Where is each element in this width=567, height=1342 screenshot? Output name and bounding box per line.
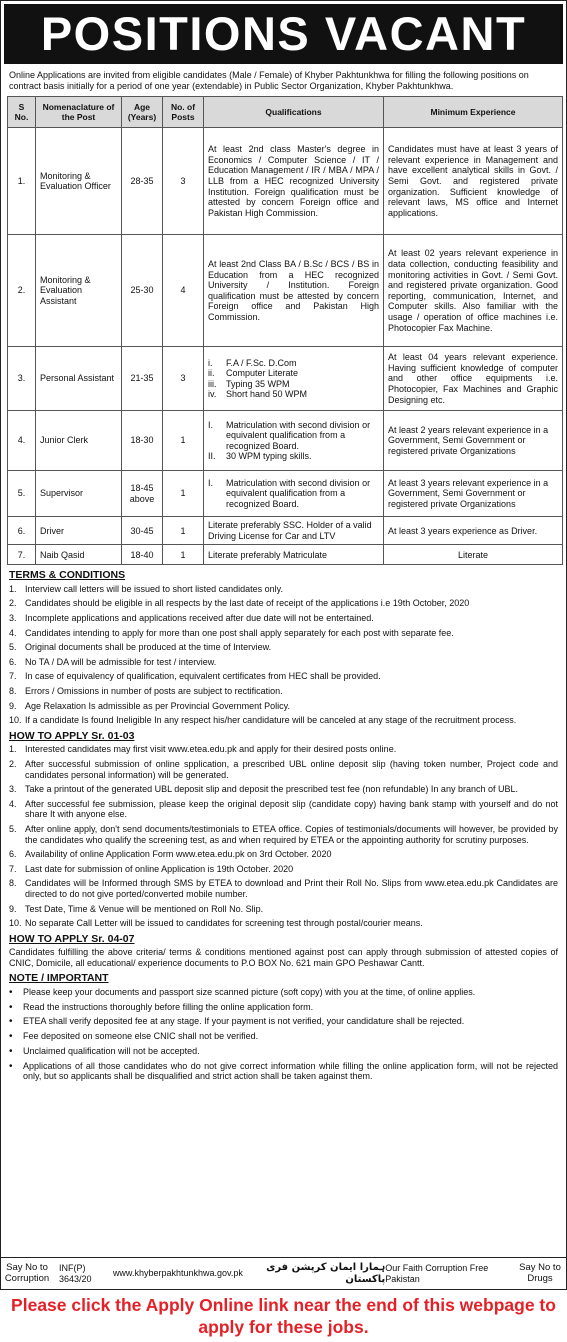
footer-inf-code: INF(P) 3643/20 <box>59 1262 92 1284</box>
cell-qualification: At least 2nd Class BA / B.Sc / BCS / BS in Education from a HEC recognized University / Institution. Foreign qualification must be attested by concern Foreign office and Pakistan High Commission. <box>204 235 384 347</box>
list-text: Read the instructions thoroughly before filling the online application form. <box>23 1001 314 1012</box>
list-text: Candidates will be Informed through SMS by ETEA to download and Print their Roll No. Slips from www.etea.edu.pk Candidates are directed to do not give ported/converted mobile number. <box>25 878 558 899</box>
list-number: 9. <box>9 700 17 711</box>
list-item <box>9 701 558 712</box>
list-number: 1. <box>9 583 17 594</box>
list-text: No TA / DA will be admissible for test / interview. <box>25 656 217 667</box>
list-item <box>9 759 558 780</box>
apply-list-1 <box>9 744 558 929</box>
list-item <box>9 1031 558 1043</box>
cell-experience: At least 3 years experience as Driver. <box>384 517 563 545</box>
cell-experience: At least 3 years relevant experience in a Government, Semi Government or registered private Organizations <box>384 471 563 517</box>
footer-urdu-slogan: ہمارا ایمان کرپشن فری پاکستان <box>266 1261 386 1285</box>
terms-section <box>9 569 558 1082</box>
terms-heading: TERMS & CONDITIONS <box>9 569 126 582</box>
list-item <box>9 613 558 624</box>
list-text: Test Date, Time & Venue will be mentioned on Roll No. Slip. <box>25 903 264 914</box>
list-item <box>9 686 558 697</box>
cell-qualification <box>204 471 384 517</box>
list-number: 8. <box>9 686 17 697</box>
list-number: 3. <box>9 613 17 624</box>
cell-post: Driver <box>36 517 122 545</box>
table-row <box>8 235 563 347</box>
list-text: Original documents shall be produced at the time of Interview. <box>25 642 272 653</box>
table-row <box>8 347 563 411</box>
list-marker: I. <box>208 477 214 488</box>
list-text: Candidates intending to apply for more than one post shall apply separately for each post with separate fee. <box>25 627 454 638</box>
list-text: Typing 35 WPM <box>226 378 290 389</box>
table-header-row <box>8 97 563 128</box>
list-item <box>9 799 558 820</box>
bullet-icon: • <box>9 986 13 998</box>
cell-post: Personal Assistant <box>36 347 122 411</box>
footer-slogan: Our Faith Corruption Free Pakistan <box>385 1262 489 1284</box>
apply-heading-1: HOW TO APPLY Sr. 01-03 <box>9 729 135 742</box>
list-number: 4. <box>9 798 17 809</box>
cell-posts: 3 <box>163 128 204 235</box>
cell-sno: 5. <box>8 471 36 517</box>
list-number: 6. <box>9 656 17 667</box>
bullet-icon: • <box>9 1060 13 1072</box>
cell-post: Naib Qasid <box>36 545 122 565</box>
footer-say-no-drugs: Say No to Drugs <box>519 1261 561 1284</box>
list-text: Age Relaxation Is admissible as per Provincial Government Policy. <box>25 700 290 711</box>
list-text: In case of equivalency of qualification, equivalent certificates from HEC shall be provided. <box>25 671 381 682</box>
cell-posts: 1 <box>163 545 204 565</box>
list-item <box>9 598 558 609</box>
list-number: 4. <box>9 627 17 638</box>
cell-posts: 1 <box>163 517 204 545</box>
list-marker: iv. <box>208 389 217 400</box>
cell-sno: 2. <box>8 235 36 347</box>
list-item <box>9 671 558 682</box>
cell-age: 18-30 <box>122 411 163 471</box>
intro-text: Online Applications are invited from eligible candidates (Male / Female) of Khyber Pakhtunkhwa for filling the following positions on contract basis initially for a period of one year (extendable) in Public Sector Organization, Khyber Pakhtunkhwa. <box>9 70 529 91</box>
list-item <box>208 368 379 379</box>
list-number: 10. <box>9 918 22 929</box>
table-row <box>8 128 563 235</box>
list-text: Unclaimed qualification will not be accepted. <box>23 1045 200 1056</box>
list-text: F.A / F.Sc. D.Com <box>226 357 297 368</box>
list-marker: iii. <box>208 378 217 389</box>
footer-middle <box>53 1262 514 1286</box>
list-text: No separate Call Letter will be issued to candidates for screening test through postal/courier means. <box>25 918 423 929</box>
list-marker: i. <box>208 357 213 368</box>
list-item <box>9 628 558 639</box>
list-text: Last date for submission of online Application is 19th October. 2020 <box>25 863 294 874</box>
terms-list <box>9 584 558 726</box>
list-item <box>208 379 379 390</box>
cell-post: Monitoring & Evaluation Assistant <box>36 235 122 347</box>
list-number: 7. <box>9 863 17 874</box>
cell-age: 18-40 <box>122 545 163 565</box>
list-text: ETEA shall verify deposited fee at any stage. If your payment is not verified, your candidature shall be rejected. <box>23 1016 465 1027</box>
list-item <box>9 657 558 668</box>
list-item <box>9 715 558 726</box>
list-text: 30 WPM typing skills. <box>226 451 312 462</box>
list-number: 5. <box>9 823 17 834</box>
cell-sno: 4. <box>8 411 36 471</box>
page-title: POSITIONS VACANT <box>40 7 527 61</box>
list-item <box>9 904 558 915</box>
footer-website: www.khyberpakhtunkhwa.gov.pk <box>112 1268 243 1279</box>
cell-posts: 1 <box>163 411 204 471</box>
cell-age: 28-35 <box>122 128 163 235</box>
cell-sno: 6. <box>8 517 36 545</box>
cell-post: Supervisor <box>36 471 122 517</box>
list-text: Applications of all those candidates who do not give correct information while filling the online application form, will not be rejected only, but so applicants shall be disqualified and strict action shall be taken against them. <box>23 1060 558 1082</box>
cell-posts: 4 <box>163 235 204 347</box>
cell-experience: Literate <box>384 545 563 565</box>
bullet-icon: • <box>9 1045 13 1057</box>
cell-post: Monitoring & Evaluation Officer <box>36 128 122 235</box>
list-text: Matriculation with second division or equivalent qualification from a recognized Board. <box>226 419 371 451</box>
col-header-posts: No. of Posts <box>163 97 204 128</box>
list-text: Please keep your documents and passport size scanned picture (soft copy) with you at the time, of online applies. <box>23 986 476 997</box>
positions-table <box>7 96 563 565</box>
cell-age: 21-35 <box>122 347 163 411</box>
list-item <box>208 420 379 452</box>
list-number: 5. <box>9 642 17 653</box>
list-number: 6. <box>9 849 17 860</box>
list-text: Incomplete applications and applications received after due date will not be entertained. <box>25 613 374 624</box>
list-text: Availability of online Application Form www.etea.edu.pk on 3rd October. 2020 <box>25 849 332 860</box>
list-marker: I. <box>208 419 214 430</box>
list-number: 10. <box>9 715 22 726</box>
list-item <box>208 478 379 510</box>
list-text: After successful fee submission, please keep the original deposit slip (candidate copy) having bank stamp with yourself and do not share It with anyone else. <box>25 798 558 820</box>
col-header-sno: S No. <box>8 97 36 128</box>
note-list <box>9 987 558 1082</box>
apply-text-2: Candidates fulfilling the above criteria/ terms & conditions mentioned against post can apply through submission of attested copies of CNIC, Domicile, all educational/ experience documents to P.O BOX No. 621 main GPO Peshawar Cantt. <box>9 947 558 968</box>
cell-sno: 3. <box>8 347 36 411</box>
list-item <box>9 824 558 845</box>
footer-say-no-corruption: Say No to Corruption <box>4 1261 50 1284</box>
list-text: Computer Literate <box>226 368 299 379</box>
cell-age: 25-30 <box>122 235 163 347</box>
bullet-icon: • <box>9 1001 13 1013</box>
cell-experience: At least 04 years relevant experience. Having sufficient knowledge of computer and other office equipments i.e. Photocopier, Fax Machines and Graphic Designing etc. <box>384 347 563 411</box>
cell-experience: At least 02 years relevant experience in data collection, conducting feasibility and monitoring activities in Govt. / Semi Govt. and registered private organization. Good reporting, communication, Internet, and Computer skills. Also familiar with the usage / operation of office machines i.e. Photocopier Fax Machine. <box>384 235 563 347</box>
list-number: 1. <box>9 744 17 755</box>
col-header-post: Nomenaclature of the Post <box>36 97 122 128</box>
list-item <box>9 987 558 999</box>
list-item <box>208 389 379 400</box>
cell-age: 18-45 above <box>122 471 163 517</box>
bullet-icon: • <box>9 1031 13 1043</box>
table-row <box>8 545 563 565</box>
cell-sno: 7. <box>8 545 36 565</box>
list-item <box>9 849 558 860</box>
list-marker: ii. <box>208 368 215 379</box>
cell-qualification <box>204 411 384 471</box>
ad-footer <box>1 1257 566 1289</box>
cell-qualification <box>204 347 384 411</box>
list-text: If a candidate Is found Ineligible In any respect his/her candidature will be canceled at any stage of the recruitment process. <box>25 715 517 726</box>
table-row <box>8 471 563 517</box>
title-banner <box>4 4 563 64</box>
list-text: Candidates should be eligible in all respects by the last date of receipt of the applications i.e 19th October, 2020 <box>25 598 470 609</box>
list-item <box>9 1002 558 1014</box>
list-text: Interview call letters will be issued to short listed candidates only. <box>25 583 283 594</box>
note-heading: NOTE / IMPORTANT <box>9 972 109 985</box>
list-item <box>208 358 379 369</box>
cell-post: Junior Clerk <box>36 411 122 471</box>
cell-sno: 1. <box>8 128 36 235</box>
list-text: After online apply, don't send documents/testimonials to ETEA office. Copies of testimonials/documents will however, be provided by the candidates who qualify the screening test, as and when required by ETEA or the appointing authority for scrutiny purposes. <box>25 823 558 845</box>
cell-posts: 3 <box>163 347 204 411</box>
table-row <box>8 517 563 545</box>
col-header-qualifications: Qualifications <box>204 97 384 128</box>
list-text: Fee deposited on someone else CNIC shall not be verified. <box>23 1031 259 1042</box>
list-item <box>9 584 558 595</box>
list-item <box>9 1016 558 1028</box>
list-number: 8. <box>9 878 17 889</box>
list-item <box>9 1046 558 1058</box>
list-item <box>9 642 558 653</box>
list-number: 2. <box>9 758 17 769</box>
list-text: Short hand 50 WPM <box>226 389 308 400</box>
list-text: Errors / Omissions in number of posts are subject to rectification. <box>25 686 283 697</box>
col-header-age: Age (Years) <box>122 97 163 128</box>
list-number: 9. <box>9 903 17 914</box>
cell-qualification: At least 2nd class Master's degree in Economics / Computer Science / IT / Education Management / IR / MBA / MPA / LLB from a HEC recognized University Institution. Foreign qualification must be attested by concern Foreign office and Pakistan High Commission. <box>204 128 384 235</box>
apply-online-notice: Please click the Apply Online link near the end of this webpage to apply for these jobs. <box>11 1295 556 1338</box>
table-row <box>8 411 563 471</box>
list-item <box>208 451 379 462</box>
list-text: Matriculation with second division or equivalent qualification from a recognized Board. <box>226 477 371 510</box>
list-text: Interested candidates may first visit www.etea.edu.pk and apply for their desired posts online. <box>25 744 397 755</box>
cell-qualification: Literate preferably SSC. Holder of a valid Driving License for Car and LTV <box>204 517 384 545</box>
list-item <box>9 1061 558 1082</box>
cell-qualification: Literate preferably Matriculate <box>204 545 384 565</box>
list-item <box>9 878 558 899</box>
list-number: 3. <box>9 784 17 795</box>
col-header-experience: Minimum Experience <box>384 97 563 128</box>
list-item <box>9 864 558 875</box>
list-text: Take a printout of the generated UBL deposit slip and deposit the prescribed test fee (non refundable) In any branch of UBL. <box>25 784 518 795</box>
list-item <box>9 918 558 929</box>
cell-age: 30-45 <box>122 517 163 545</box>
list-number: 2. <box>9 598 17 609</box>
apply-heading-2: HOW TO APPLY Sr. 04-07 <box>9 932 135 945</box>
list-number: 7. <box>9 671 17 682</box>
list-text: After successful submission of online spplication, a prescribed UBL online deposit slip (having token number, Project code and candidates personal information) will be generated. <box>25 758 558 780</box>
list-item <box>9 784 558 795</box>
cell-experience: Candidates must have at least 3 years of relevant experience in Management and have excellent analytical skills in Govt. / Semi Govt. and registered private organization. Sufficient knowledge of relevant laws, MS office and Internet applications. <box>384 128 563 235</box>
cell-posts: 1 <box>163 471 204 517</box>
list-marker: II. <box>208 451 216 462</box>
list-item <box>9 744 558 755</box>
cell-experience: At least 2 years relevant experience in a Government, Semi Government or registered private Organizations <box>384 411 563 471</box>
bullet-icon: • <box>9 1016 13 1028</box>
